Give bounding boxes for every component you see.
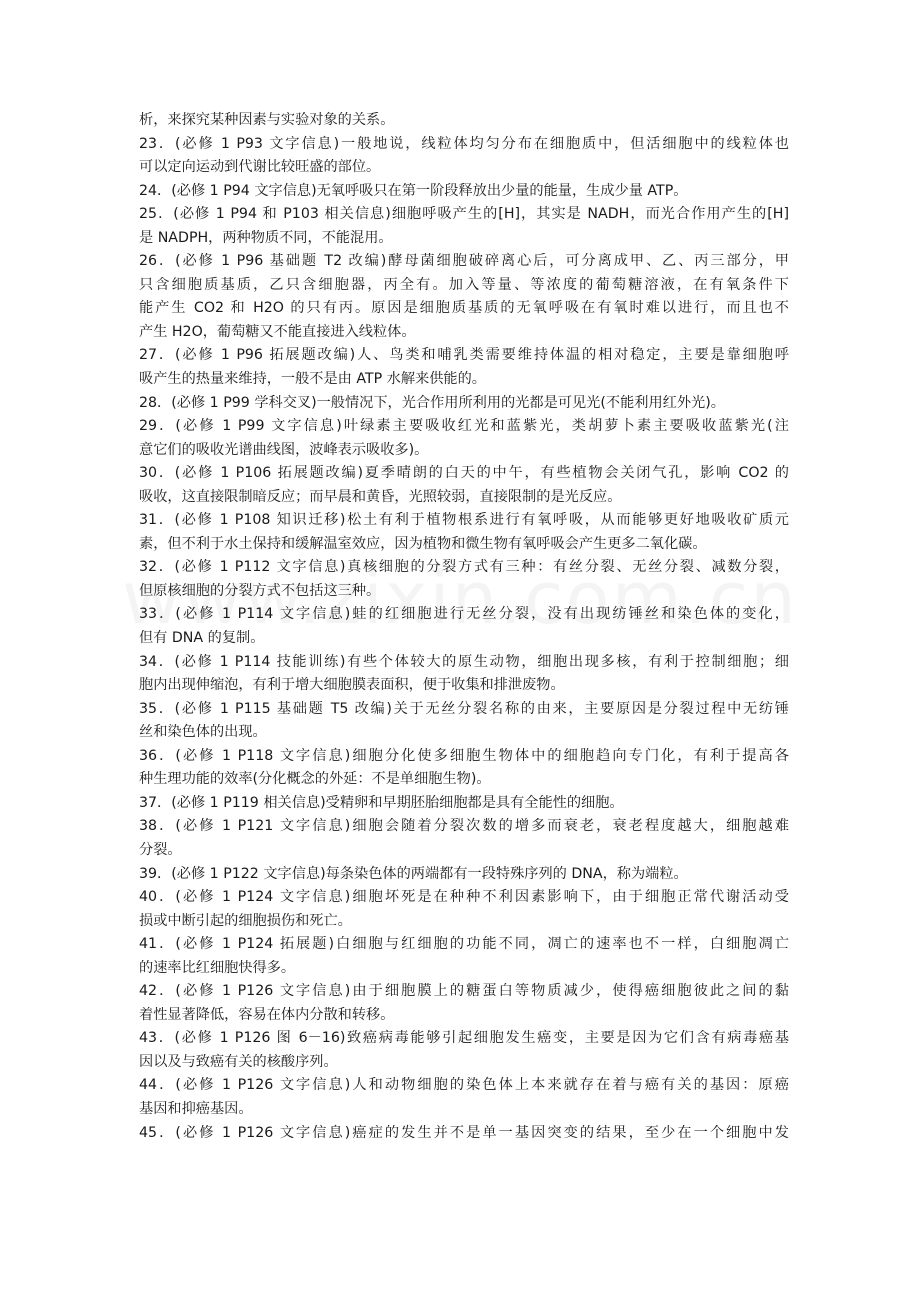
text-line: 析，来探究某种因素与实验对象的关系。: [139, 112, 395, 128]
paragraph: [139, 1027, 789, 1074]
paragraph: [139, 392, 789, 416]
paragraph: [139, 792, 789, 816]
paragraph: [139, 651, 789, 698]
text-line: 31．(必修 1 P108 知识迁移)松土有利于植物根系进行有氧呼吸，从而能够更好地吸收矿质元: [139, 512, 789, 529]
text-line: 但有 DNA 的复制。: [139, 630, 265, 647]
paragraph: [139, 933, 789, 980]
paragraph: [139, 815, 789, 862]
text-line: 26．(必修 1 P96 基础题 T2 改编)酵母菌细胞破碎离心后，可分离成甲、乙、丙三部分，甲: [139, 253, 789, 270]
text-line: 42．(必修 1 P126 文字信息)由于细胞膜上的糖蛋白等物质减少，使得癌细胞彼此之间的黏: [139, 983, 789, 1000]
text-line: 38．(必修 1 P121 文字信息)细胞会随着分裂次数的增多而衰老，衰老程度越大，细胞越难: [139, 818, 789, 835]
text-line: 着性显著降低，容易在体内分散和转移。: [139, 1006, 395, 1023]
text-line: 39．(必修 1 P122 文字信息)每条染色体的两端都有一段特殊序列的 DNA，称为端粒。: [139, 865, 688, 882]
paragraph: [139, 745, 789, 792]
text-line: 分裂。: [139, 841, 182, 858]
paragraph: [139, 250, 789, 344]
text-line: 34．(必修 1 P114 技能训练)有些个体较大的原生动物，细胞出现多核，有利于控制细胞；细: [139, 653, 789, 670]
text-line: 产生 H2O，葡萄糖又不能直接进入线粒体。: [139, 323, 416, 340]
text-line: 44．(必修 1 P126 文字信息)人和动物细胞的染色体上本来就存在着与癌有关的基因：原癌: [139, 1077, 789, 1094]
text-line: 只含细胞质基质，乙只含细胞器，丙全有。加入等量、等浓度的葡萄糖溶液，在有氧条件下: [139, 276, 789, 293]
text-line: 25．(必修 1 P94 和 P103 相关信息)细胞呼吸产生的[H]，其实是 NADH，而光合作用产生的[H]: [139, 206, 789, 223]
text-line: 40．(必修 1 P124 文字信息)细胞坏死是在种种不利因素影响下，由于细胞正常代谢活动受: [139, 889, 789, 906]
text-line: 45．(必修 1 P126 文字信息)癌症的发生并不是单一基因突变的结果，至少在一个细胞中发: [139, 1124, 789, 1141]
text-line: 胞内出现伸缩泡，有利于增大细胞膜表面积，便于收集和排泄废物。: [139, 677, 565, 694]
text-line: 36．(必修 1 P118 文字信息)细胞分化使多细胞生物体中的细胞趋向专门化，有利于提高各: [139, 747, 789, 764]
text-line: 但原核细胞的分裂方式不包括这三种。: [139, 582, 381, 599]
paragraph: [139, 109, 789, 133]
text-line: 素，但不利于水土保持和缓解温室效应，因为植物和微生物有氧呼吸会产生更多二氧化碳。: [139, 535, 707, 552]
text-line: 的速率比红细胞快得多。: [139, 959, 296, 976]
text-line: 可以定向运动到代谢比较旺盛的部位。: [139, 159, 381, 176]
text-line: 损或中断引起的细胞损伤和死亡。: [139, 912, 352, 929]
text-line: 27．(必修 1 P96 拓展题改编)人、鸟类和哺乳类需要维持体温的相对稳定，主要是靠细胞呼: [139, 347, 789, 364]
text-line: 43．(必修 1 P126 图 6－16)致癌病毒能够引起细胞发生癌变，主要是因为它们含有病毒癌基: [139, 1030, 789, 1047]
paragraph: [139, 863, 789, 887]
paragraph: [139, 1122, 789, 1146]
text-line: 28．(必修 1 P99 学科交叉)一般情况下，光合作用所利用的光都是可见光(不能利用红外光)。: [139, 394, 725, 411]
paragraph: [139, 415, 789, 462]
paragraph: [139, 462, 789, 509]
paragraph: [139, 980, 789, 1027]
text-line: 丝和染色体的出现。: [139, 724, 267, 741]
paragraph: [139, 344, 789, 391]
text-line: 因以及与致癌有关的核酸序列。: [139, 1053, 338, 1070]
document-body: [139, 109, 789, 1145]
text-line: 33．(必修 1 P114 文字信息)蛙的红细胞进行无丝分裂，没有出现纺锤丝和染色体的变化，: [139, 606, 789, 623]
text-line: 30．(必修 1 P106 拓展题改编)夏季晴朗的白天的中午，有些植物会关闭气孔，影响 CO2 的: [139, 465, 789, 482]
text-line: 种生理功能的效率(分化概念的外延：不是单细胞生物)。: [139, 771, 491, 788]
paragraph: [139, 133, 789, 180]
paragraph: [139, 180, 789, 204]
paragraph: [139, 1074, 789, 1121]
text-line: 32．(必修 1 P112 文字信息)真核细胞的分裂方式有三种：有丝分裂、无丝分裂、减数分裂，: [139, 559, 789, 576]
text-line: 37．(必修 1 P119 相关信息)受精卵和早期胚胎细胞都是具有全能性的细胞。: [139, 794, 624, 811]
text-line: 基因和抑癌基因。: [139, 1100, 253, 1117]
text-line: 35．(必修 1 P115 基础题 T5 改编)关于无丝分裂名称的由来，主要原因是分裂过程中无纺锤: [139, 700, 789, 717]
text-line: 能产生 CO2 和 H2O 的只有丙。原因是细胞质基质的无氧呼吸在有氧时难以进行，而且也不: [139, 300, 789, 317]
text-line: 是 NADPH，两种物质不同，不能混用。: [139, 229, 393, 246]
text-line: 吸收，这直接限制暗反应；而早晨和黄昏，光照较弱，直接限制的是光反应。: [139, 488, 622, 505]
text-line: 41．(必修 1 P124 拓展题)白细胞与红细胞的功能不同，凋亡的速率也不一样，白细胞凋亡: [139, 936, 789, 953]
text-line: 29．(必修 1 P99 文字信息)叶绿素主要吸收红光和蓝紫光，类胡萝卜素主要吸收蓝紫光(注: [139, 418, 789, 435]
paragraph: [139, 698, 789, 745]
paragraph: [139, 886, 789, 933]
paragraph: [139, 603, 789, 650]
text-line: 23．(必修 1 P93 文字信息)一般地说，线粒体均匀分布在细胞质中，但活细胞中的线粒体也: [139, 135, 789, 152]
text-line: 24．(必修 1 P94 文字信息)无氧呼吸只在第一阶段释放出少量的能量，生成少量 ATP。: [139, 182, 688, 199]
paragraph: [139, 203, 789, 250]
paragraph: [139, 509, 789, 556]
paragraph: [139, 556, 789, 603]
text-line: 吸产生的热量来维持，一般不是由 ATP 水解来供能的。: [139, 371, 486, 388]
text-line: 意它们的吸收光谱曲线图，波峰表示吸收多)。: [139, 441, 429, 458]
